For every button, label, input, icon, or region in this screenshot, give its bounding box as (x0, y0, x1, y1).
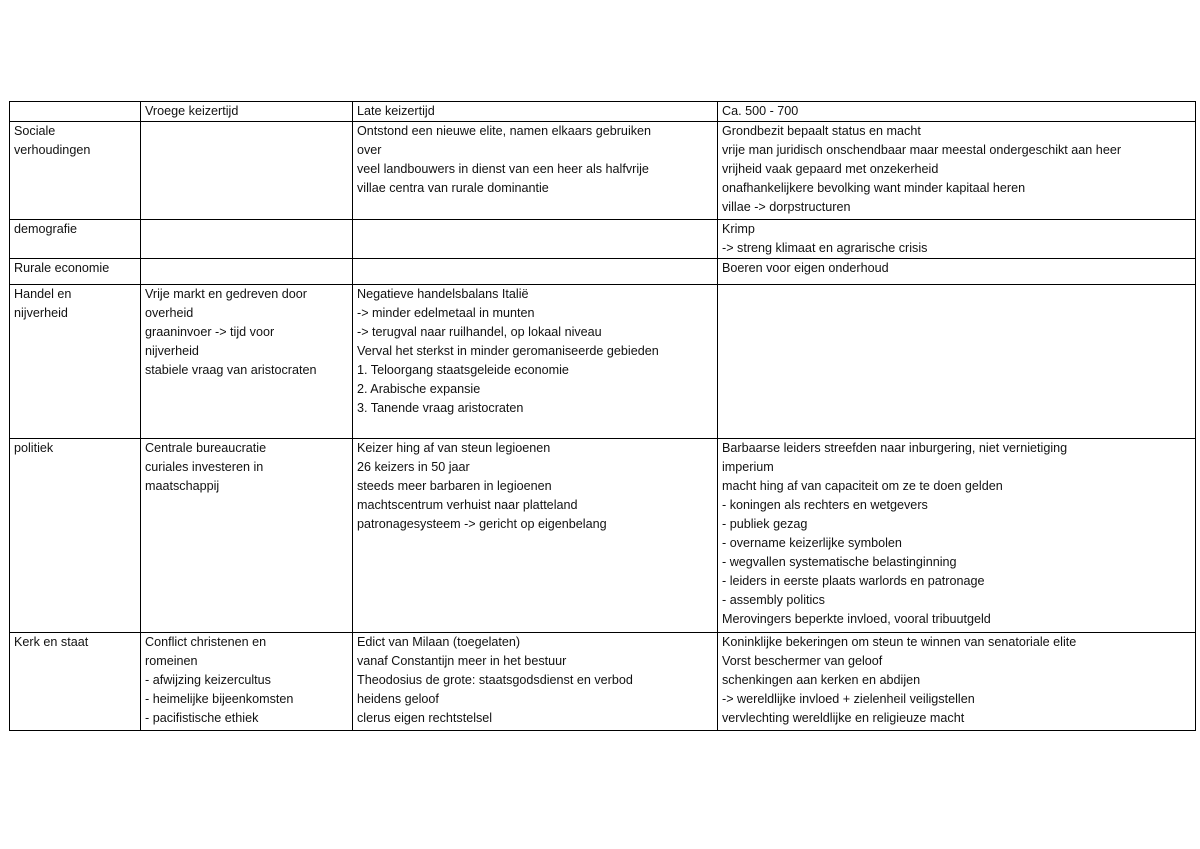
header-corner-cell (10, 102, 141, 122)
cell-ca-500-700: Koninklijke bekeringen om steun te winnen van senatoriale elite Vorst beschermer van geloof schenkingen aan kerken en abdijen -> wereldlijke invloed + zielenheil veiligstellen vervlechting wereldlijke en religieuze macht (718, 633, 1196, 731)
row-label-cell: Handel en nijverheid (10, 285, 141, 439)
cell-vroege-keizertijd (141, 259, 353, 285)
cell-ca-500-700: Krimp -> streng klimaat en agrarische crisis (718, 220, 1196, 259)
cell-ca-500-700: Grondbezit bepaalt status en macht vrije man juridisch onschendbaar maar meestal ondergeschikt aan heer vrijheid vaak gepaard met onzekerheid onafhankelijkere bevolking want minder kapitaal heren villae -> dorpstructuren (718, 122, 1196, 220)
cell-ca-500-700 (718, 285, 1196, 439)
cell-vroege-keizertijd: Centrale bureaucratie curiales investeren in maatschappij (141, 439, 353, 633)
row-label-cell: Rurale economie (10, 259, 141, 285)
header-row (10, 102, 1196, 122)
table-row-rurale-economie (10, 259, 1196, 285)
cell-vroege-keizertijd: Vrije markt en gedreven door overheid graaninvoer -> tijd voor nijverheid stabiele vraag van aristocraten (141, 285, 353, 439)
table-row-kerk-en-staat (10, 633, 1196, 731)
cell-late-keizertijd: Negatieve handelsbalans Italië -> minder edelmetaal in munten -> terugval naar ruilhandel, op lokaal niveau Verval het sterkst in minder geromaniseerde gebieden 1. Teloorgang staatsgeleide economie 2. Arabische expansie 3. Tanende vraag aristocraten (353, 285, 718, 439)
cell-ca-500-700: Barbaarse leiders streefden naar inburgering, niet vernietiging imperium macht hing af van capaciteit om ze te doen gelden - koningen als rechters en wetgevers - publiek gezag - overname keizerlijke symbolen - wegvallen systematische belastinginning - leiders in eerste plaats warlords en patronage - assembly politics Merovingers beperkte invloed, vooral tribuutgeld (718, 439, 1196, 633)
summary-table (9, 101, 1196, 731)
cell-late-keizertijd: Edict van Milaan (toegelaten) vanaf Constantijn meer in het bestuur Theodosius de grote: staatsgodsdienst en verbod heidens geloof clerus eigen rechtstelsel (353, 633, 718, 731)
cell-ca-500-700: Boeren voor eigen onderhoud (718, 259, 1196, 285)
header-cell-ca-500-700: Ca. 500 - 700 (718, 102, 1196, 122)
table-row-politiek (10, 439, 1196, 633)
cell-late-keizertijd (353, 259, 718, 285)
header-cell-late-keizertijd: Late keizertijd (353, 102, 718, 122)
row-label-cell: Kerk en staat (10, 633, 141, 731)
row-label-cell: demografie (10, 220, 141, 259)
cell-vroege-keizertijd (141, 220, 353, 259)
cell-vroege-keizertijd: Conflict christenen en romeinen - afwijzing keizercultus - heimelijke bijeenkomsten - pacifistische ethiek (141, 633, 353, 731)
cell-late-keizertijd (353, 220, 718, 259)
row-label-cell: Sociale verhoudingen (10, 122, 141, 220)
table-row-handel-en-nijverheid (10, 285, 1196, 439)
header-cell-vroege-keizertijd: Vroege keizertijd (141, 102, 353, 122)
table-row-demografie (10, 220, 1196, 259)
cell-late-keizertijd: Ontstond een nieuwe elite, namen elkaars gebruiken over veel landbouwers in dienst van een heer als halfvrije villae centra van rurale dominantie (353, 122, 718, 220)
cell-vroege-keizertijd (141, 122, 353, 220)
row-label-cell: politiek (10, 439, 141, 633)
table-row-sociale-verhoudingen (10, 122, 1196, 220)
cell-late-keizertijd: Keizer hing af van steun legioenen 26 keizers in 50 jaar steeds meer barbaren in legioenen machtscentrum verhuist naar platteland patronagesysteem -> gericht op eigenbelang (353, 439, 718, 633)
